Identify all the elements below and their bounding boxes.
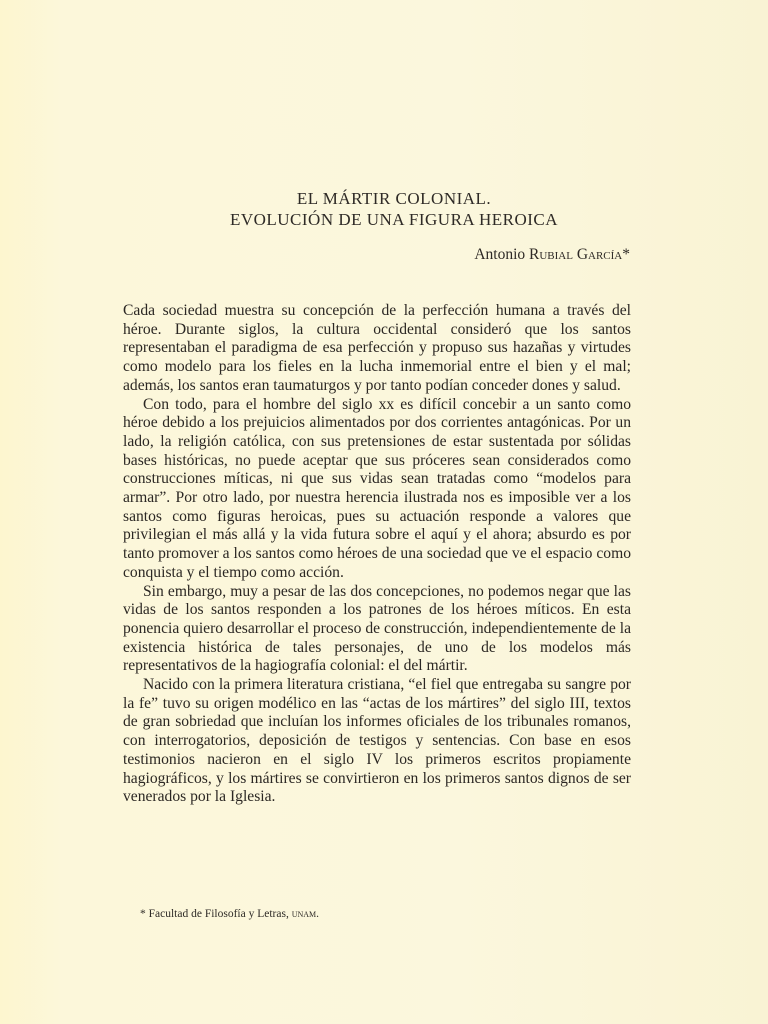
footnote-mark: *	[140, 908, 146, 920]
article-title	[0, 188, 768, 230]
paragraph-4: Nacido con la primera literatura cristiana, “el fiel que entregaba su sangre por la fe” tuvo su origen modélico en las “actas de los mártires” del siglo III, textos de gran sobriedad que incluían los informes oficiales de los tribunales romanos, con interrogatorios, deposición de testigos y sentencias. Con base en esos testimonios nacieron en el siglo IV los primeros escritos propiamente hagiográficos, y los mártires se convirtieron en los primeros santos dignos de ser venerados por la Iglesia.	[123, 676, 631, 806]
article-body	[123, 302, 631, 807]
author-byline	[474, 246, 630, 264]
paragraph-2: Con todo, para el hombre del siglo xx es difícil concebir a un santo como héroe debido a los prejuicios alimentados por dos corrientes antagónicas. Por un lado, la religión católica, con sus pretensiones de estar sustentada por sólidas bases históricas, no puede aceptar que sus próceres sean considerados como construcciones míticas, ni que sus vidas sean tratadas como “modelos para armar”. Por otro lado, por nuestra herencia ilustrada nos es imposible ver a los santos como figuras heroicas, pues su actuación responde a valores que privilegian el más allá y la vida futura sobre el aquí y el ahora; absurdo es por tanto promover a los santos como héroes de una sociedad que ve el espacio como conquista y el tiempo como acción.	[123, 395, 631, 581]
footnote-institution: unam.	[291, 908, 320, 920]
title-line-2: EVOLUCIÓN DE UNA FIGURA HEROICA	[229, 210, 559, 229]
author-given-name: Antonio	[474, 246, 526, 263]
author-footnote-mark: *	[622, 246, 630, 263]
footnote	[140, 908, 319, 920]
title-line-1: EL MÁRTIR COLONIAL.	[296, 189, 492, 208]
paragraph-3: Sin embargo, muy a pesar de las dos concepciones, no podemos negar que las vidas de los santos responden a los patrones de los héroes míticos. En esta ponencia quiero desarrollar el proceso de construcción, independientemente de la existencia histórica de tales personajes, de uno de los modelos más representativos de la hagiografía colonial: el del mártir.	[123, 582, 631, 675]
paragraph-1: Cada sociedad muestra su concepción de la perfección humana a través del héroe. Durante siglos, la cultura occidental consideró que los santos representaban el paradigma de esa perfección y propuso sus hazañas y virtudes como modelo para los fieles en la lucha inmemorial entre el bien y el mal; además, los santos eran taumaturgos y por tanto podían conceder dones y salud.	[123, 302, 631, 394]
author-surname: Rubial García	[529, 246, 623, 263]
footnote-text: Facultad de Filosofía y Letras,	[148, 908, 289, 920]
